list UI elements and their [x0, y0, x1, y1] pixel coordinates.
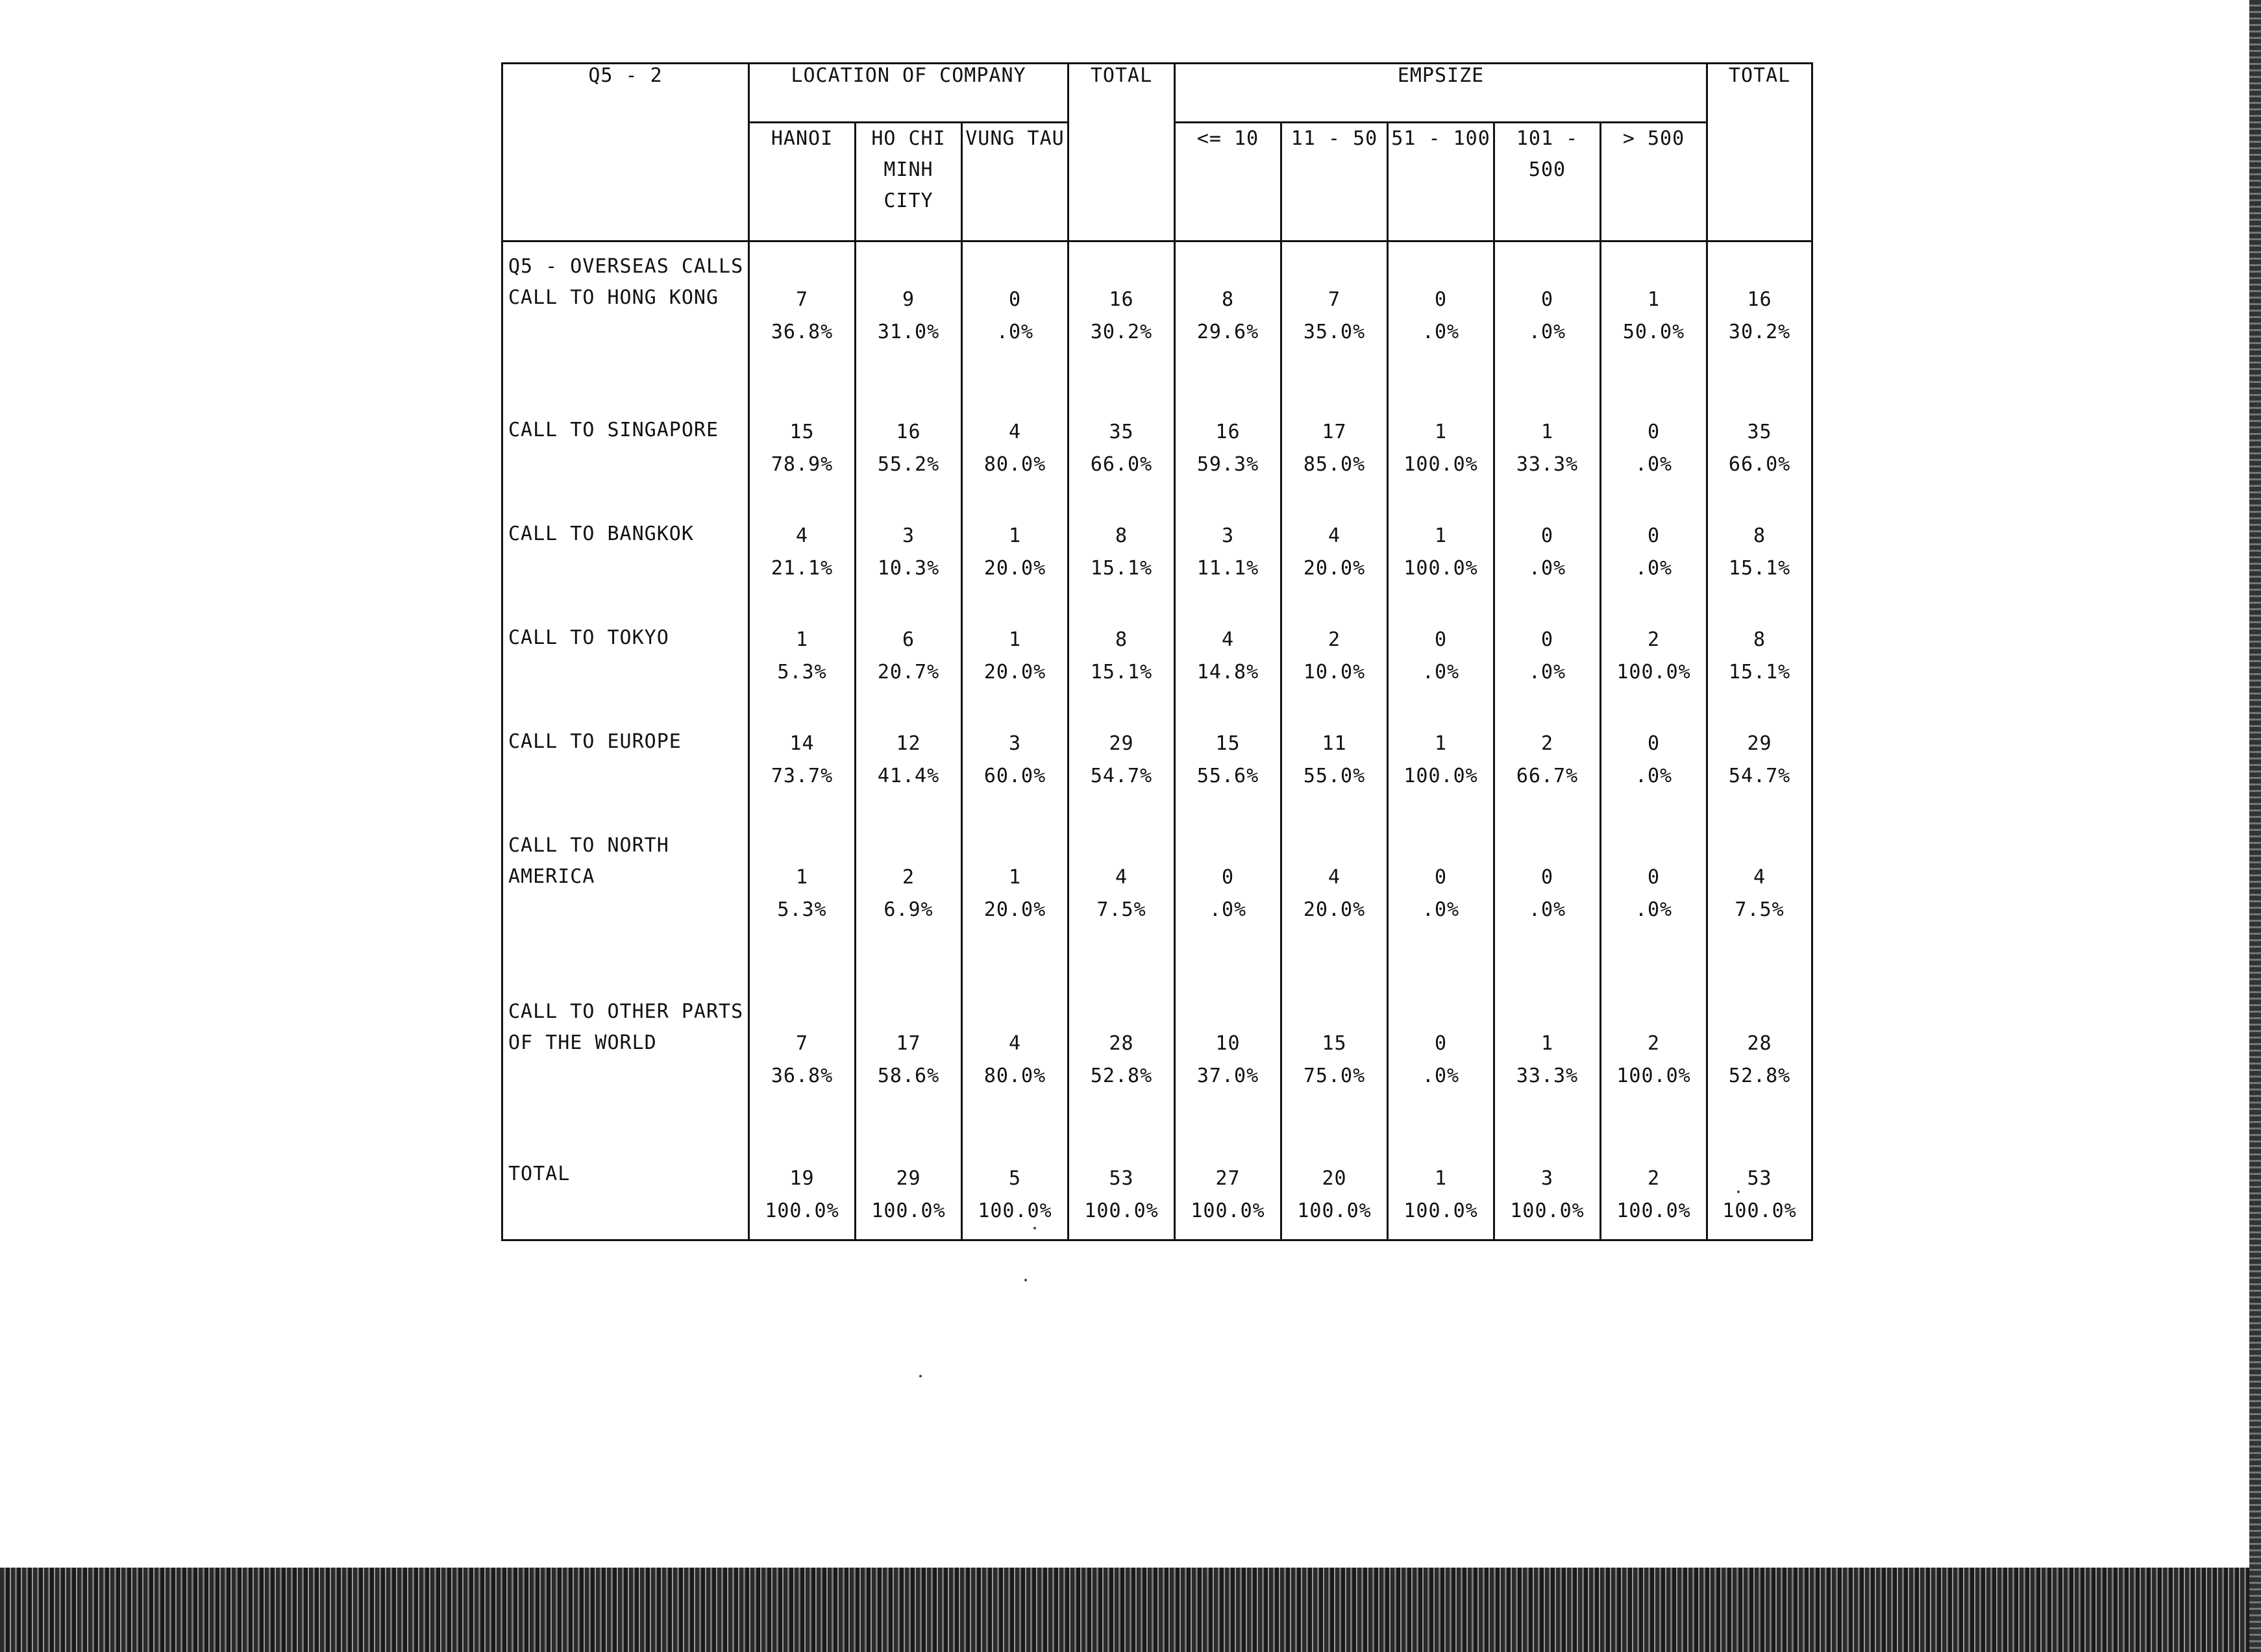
total-cell-empsize-11-50 [1281, 1155, 1388, 1240]
cell-empsize-gt-500 [1601, 822, 1707, 989]
cell-count: 27 [1215, 1167, 1241, 1190]
cell-empsize-total [1707, 511, 1812, 615]
cell-ho-chi-minh-city [856, 511, 962, 615]
cell-empsize-total [1707, 822, 1812, 989]
cell-count: 2 [1540, 732, 1554, 755]
cell-percent: 15.1% [1728, 661, 1791, 684]
cell-count: 28 [1109, 1032, 1134, 1055]
cell-empsize-total [1707, 989, 1812, 1155]
cell-count: 17 [896, 1032, 921, 1055]
cell-count: 1 [795, 866, 809, 889]
cell-percent: .0% [1635, 453, 1673, 476]
cell-empsize-51-100 [1388, 511, 1494, 615]
table-row [502, 989, 1812, 1155]
total-row [502, 1155, 1812, 1240]
cell-count: 1 [1008, 524, 1022, 547]
cell-percent: .0% [1635, 765, 1673, 787]
cell-count: 0 [1648, 421, 1661, 443]
cell-count: 0 [1540, 628, 1554, 651]
cell-percent: 37.0% [1196, 1065, 1259, 1087]
cell-percent: 73.7% [771, 765, 834, 787]
row-label [502, 511, 749, 615]
cell-count: 1 [1648, 288, 1661, 311]
cell-percent: 55.6% [1196, 765, 1259, 787]
col-header-empsize-gt-500: > 500 [1601, 123, 1707, 241]
row-label-line: CALL TO HONG KONG [508, 286, 719, 309]
cell-location-total [1069, 241, 1175, 408]
cell-count: 15 [1215, 732, 1241, 755]
cell-percent: 100.0% [765, 1200, 839, 1222]
cell-count: 0 [1540, 524, 1554, 547]
cell-percent: 20.0% [1303, 898, 1366, 921]
cell-hanoi [749, 241, 856, 408]
cell-vung-tau [962, 615, 1069, 719]
cell-empsize-le-10 [1175, 241, 1281, 408]
cell-location-total [1069, 511, 1175, 615]
cell-empsize-total [1707, 241, 1812, 408]
table-row [502, 511, 1812, 615]
cell-percent: .0% [1635, 557, 1673, 580]
cell-count: 6 [902, 628, 915, 651]
cell-percent: 5.3% [777, 661, 827, 684]
cell-count: 16 [1109, 288, 1134, 311]
cell-hanoi [749, 822, 856, 989]
cell-percent: 52.8% [1090, 1065, 1153, 1087]
cell-count: 3 [1540, 1167, 1554, 1190]
cell-percent: 11.1% [1196, 557, 1259, 580]
cell-count: 14 [789, 732, 815, 755]
cell-empsize-101-500 [1494, 822, 1601, 989]
cell-empsize-total [1707, 719, 1812, 822]
cell-count: 2 [1648, 1167, 1661, 1190]
cell-hanoi [749, 615, 856, 719]
scan-speck [1737, 1190, 1740, 1193]
cell-percent: 100.0% [871, 1200, 946, 1222]
cell-percent: 100.0% [978, 1200, 1052, 1222]
cell-percent: 100.0% [1722, 1200, 1797, 1222]
cell-empsize-101-500 [1494, 241, 1601, 408]
cell-percent: .0% [996, 321, 1034, 343]
cell-count: 28 [1747, 1032, 1772, 1055]
cell-percent: 55.2% [877, 453, 940, 476]
cell-count: 0 [1540, 288, 1554, 311]
cell-percent: 41.4% [877, 765, 940, 787]
cell-percent: 5.3% [777, 898, 827, 921]
scan-speck [1024, 1279, 1027, 1281]
scanner-edge-noise [0, 1568, 2261, 1652]
cell-empsize-gt-500 [1601, 615, 1707, 719]
cell-ho-chi-minh-city [856, 989, 962, 1155]
cell-empsize-51-100 [1388, 407, 1494, 511]
cell-count: 9 [902, 288, 915, 311]
cell-percent: 20.0% [1303, 557, 1366, 580]
row-label-line: OF THE WORLD [508, 1031, 657, 1054]
total-cell-ho-chi-minh-city [856, 1155, 962, 1240]
cell-count: 0 [1648, 524, 1661, 547]
cell-count: 0 [1434, 1032, 1448, 1055]
cell-count: 1 [1008, 628, 1022, 651]
cell-empsize-total [1707, 407, 1812, 511]
cell-location-total [1069, 615, 1175, 719]
col-header-empsize-le-10: <= 10 [1175, 123, 1281, 241]
cell-percent: 36.8% [771, 321, 834, 343]
cell-percent: 20.0% [983, 898, 1046, 921]
cell-percent: 7.5% [1096, 898, 1146, 921]
section-label: Q5 - OVERSEAS CALLS [508, 255, 744, 278]
scan-speck [919, 1375, 922, 1377]
empsize-total-header: TOTAL [1707, 64, 1812, 241]
group-empsize: EMPSIZE [1175, 64, 1707, 123]
col-header-empsize-51-100: 51 - 100 [1388, 123, 1494, 241]
cell-count: 53 [1109, 1167, 1134, 1190]
cell-empsize-le-10 [1175, 511, 1281, 615]
total-cell-empsize-total [1707, 1155, 1812, 1240]
cell-vung-tau [962, 989, 1069, 1155]
row-label-line: CALL TO EUROPE [508, 730, 682, 753]
col-header-empsize-101-500: 101 - 500 [1494, 123, 1601, 241]
cell-vung-tau [962, 822, 1069, 989]
cell-empsize-11-50 [1281, 615, 1388, 719]
table-row [502, 615, 1812, 719]
cell-empsize-11-50 [1281, 822, 1388, 989]
cell-count: 0 [1434, 866, 1448, 889]
cell-percent: 54.7% [1090, 765, 1153, 787]
cell-count: 53 [1747, 1167, 1772, 1190]
cell-empsize-le-10 [1175, 615, 1281, 719]
cell-percent: 29.6% [1196, 321, 1259, 343]
cell-ho-chi-minh-city [856, 241, 962, 408]
cell-percent: 52.8% [1728, 1065, 1791, 1087]
cell-hanoi [749, 989, 856, 1155]
cell-count: 5 [1008, 1167, 1022, 1190]
cell-count: 8 [1753, 628, 1766, 651]
cell-count: 0 [1648, 866, 1661, 889]
cell-count: 16 [1747, 288, 1772, 311]
cell-count: 7 [795, 288, 809, 311]
cell-count: 16 [896, 421, 921, 443]
table-row [502, 719, 1812, 822]
cell-count: 4 [795, 524, 809, 547]
cell-percent: 20.7% [877, 661, 940, 684]
cell-ho-chi-minh-city [856, 407, 962, 511]
cell-count: 3 [902, 524, 915, 547]
row-label-line: CALL TO TOKYO [508, 626, 669, 649]
cell-percent: .0% [1528, 557, 1566, 580]
cell-count: 0 [1434, 288, 1448, 311]
cell-percent: 35.0% [1303, 321, 1366, 343]
cell-percent: 55.0% [1303, 765, 1366, 787]
cell-percent: 66.7% [1516, 765, 1579, 787]
cell-count: 2 [1328, 628, 1341, 651]
cell-hanoi [749, 511, 856, 615]
cell-empsize-101-500 [1494, 989, 1601, 1155]
cell-count: 2 [1648, 1032, 1661, 1055]
cell-count: 12 [896, 732, 921, 755]
row-label-line: CALL TO BANGKOK [508, 523, 694, 545]
row-label [502, 615, 749, 719]
cell-location-total [1069, 822, 1175, 989]
cell-count: 15 [1322, 1032, 1347, 1055]
cell-percent: 6.9% [883, 898, 933, 921]
cell-percent: 15.1% [1728, 557, 1791, 580]
cell-count: 19 [789, 1167, 815, 1190]
cell-count: 1 [1008, 866, 1022, 889]
cell-count: 1 [795, 628, 809, 651]
cell-count: 4 [1221, 628, 1235, 651]
cell-count: 20 [1322, 1167, 1347, 1190]
row-label [502, 407, 749, 511]
col-header-empsize-11-50: 11 - 50 [1281, 123, 1388, 241]
cell-percent: 33.3% [1516, 453, 1579, 476]
cell-empsize-101-500 [1494, 719, 1601, 822]
scan-speck [1033, 1227, 1036, 1229]
cell-count: 3 [1221, 524, 1235, 547]
cell-percent: 100.0% [1616, 1065, 1691, 1087]
cell-percent: 100.0% [1616, 1200, 1691, 1222]
total-cell-empsize-101-500 [1494, 1155, 1601, 1240]
total-row-label: TOTAL [502, 1155, 749, 1240]
cell-count: 8 [1221, 288, 1235, 311]
cell-percent: 20.0% [983, 661, 1046, 684]
total-cell-hanoi [749, 1155, 856, 1240]
cell-empsize-101-500 [1494, 511, 1601, 615]
cell-empsize-11-50 [1281, 719, 1388, 822]
cell-percent: 21.1% [771, 557, 834, 580]
cell-count: 8 [1115, 524, 1128, 547]
cell-percent: 20.0% [983, 557, 1046, 580]
cell-ho-chi-minh-city [856, 822, 962, 989]
cell-empsize-51-100 [1388, 241, 1494, 408]
row-label-line: CALL TO SINGAPORE [508, 419, 719, 441]
cell-count: 29 [1747, 732, 1772, 755]
cell-percent: 100.0% [1403, 1200, 1478, 1222]
cell-count: 1 [1434, 1167, 1448, 1190]
cell-percent: 10.0% [1303, 661, 1366, 684]
cell-count: 4 [1008, 1032, 1022, 1055]
cell-percent: 33.3% [1516, 1065, 1579, 1087]
row-label-line: CALL TO NORTH [508, 834, 669, 857]
location-total-header: TOTAL [1069, 64, 1175, 241]
cell-empsize-51-100 [1388, 822, 1494, 989]
cell-empsize-gt-500 [1601, 511, 1707, 615]
cell-percent: .0% [1635, 898, 1673, 921]
total-cell-location-total [1069, 1155, 1175, 1240]
cell-empsize-gt-500 [1601, 407, 1707, 511]
row-label [502, 241, 749, 408]
cell-count: 3 [1008, 732, 1022, 755]
total-cell-empsize-le-10 [1175, 1155, 1281, 1240]
cell-percent: 30.2% [1728, 321, 1791, 343]
cell-count: 29 [896, 1167, 921, 1190]
cell-percent: 75.0% [1303, 1065, 1366, 1087]
cell-percent: 66.0% [1090, 453, 1153, 476]
cell-empsize-51-100 [1388, 719, 1494, 822]
row-label [502, 822, 749, 989]
cell-percent: 15.1% [1090, 661, 1153, 684]
cell-empsize-total [1707, 615, 1812, 719]
total-cell-vung-tau [962, 1155, 1069, 1240]
cell-percent: .0% [1528, 898, 1566, 921]
scanner-side-noise [2249, 0, 2261, 1652]
cell-percent: .0% [1422, 1065, 1460, 1087]
row-label-line: AMERICA [508, 865, 595, 888]
cell-location-total [1069, 719, 1175, 822]
cell-percent: 54.7% [1728, 765, 1791, 787]
cell-percent: 100.0% [1084, 1200, 1159, 1222]
cell-percent: 59.3% [1196, 453, 1259, 476]
cell-count: 7 [1328, 288, 1341, 311]
cell-percent: 10.3% [877, 557, 940, 580]
cell-percent: 50.0% [1622, 321, 1685, 343]
cell-percent: 78.9% [771, 453, 834, 476]
cell-percent: 7.5% [1735, 898, 1785, 921]
cell-empsize-le-10 [1175, 719, 1281, 822]
cell-percent: 100.0% [1297, 1200, 1372, 1222]
cell-count: 10 [1215, 1032, 1241, 1055]
cell-location-total [1069, 407, 1175, 511]
cell-empsize-le-10 [1175, 989, 1281, 1155]
cell-empsize-11-50 [1281, 989, 1388, 1155]
cell-count: 0 [1540, 866, 1554, 889]
cell-vung-tau [962, 511, 1069, 615]
cell-count: 11 [1322, 732, 1347, 755]
cell-hanoi [749, 407, 856, 511]
header-group-row [502, 64, 1812, 123]
cell-count: 0 [1221, 866, 1235, 889]
cell-hanoi [749, 719, 856, 822]
col-header-hanoi: HANOI [749, 123, 856, 241]
col-header-vung-tau: VUNG TAU [962, 123, 1069, 241]
cell-empsize-51-100 [1388, 615, 1494, 719]
row-label [502, 719, 749, 822]
cell-percent: 58.6% [877, 1065, 940, 1087]
cell-count: 1 [1540, 421, 1554, 443]
cell-percent: 66.0% [1728, 453, 1791, 476]
total-cell-empsize-51-100 [1388, 1155, 1494, 1240]
cell-count: 2 [902, 866, 915, 889]
cell-count: 1 [1434, 732, 1448, 755]
cell-count: 35 [1747, 421, 1772, 443]
cell-vung-tau [962, 407, 1069, 511]
cell-count: 2 [1648, 628, 1661, 651]
cell-percent: .0% [1209, 898, 1247, 921]
cell-empsize-11-50 [1281, 241, 1388, 408]
cell-count: 8 [1115, 628, 1128, 651]
cell-count: 8 [1753, 524, 1766, 547]
cell-percent: 80.0% [983, 453, 1046, 476]
cell-ho-chi-minh-city [856, 719, 962, 822]
cell-percent: .0% [1528, 321, 1566, 343]
row-label-line: CALL TO OTHER PARTS [508, 1000, 744, 1023]
cell-percent: 100.0% [1403, 557, 1478, 580]
cell-empsize-11-50 [1281, 407, 1388, 511]
cell-count: 35 [1109, 421, 1134, 443]
cell-percent: 85.0% [1303, 453, 1366, 476]
cell-empsize-gt-500 [1601, 719, 1707, 822]
question-id: Q5 - 2 [502, 64, 749, 241]
cell-percent: 100.0% [1510, 1200, 1585, 1222]
cell-count: 0 [1648, 732, 1661, 755]
cell-count: 7 [795, 1032, 809, 1055]
cell-count: 29 [1109, 732, 1134, 755]
table-body [502, 241, 1812, 1240]
cell-empsize-101-500 [1494, 615, 1601, 719]
cell-count: 4 [1008, 421, 1022, 443]
cell-count: 1 [1434, 524, 1448, 547]
cell-count: 0 [1434, 628, 1448, 651]
cell-percent: .0% [1422, 898, 1460, 921]
cell-empsize-gt-500 [1601, 989, 1707, 1155]
cell-count: 1 [1434, 421, 1448, 443]
cell-empsize-le-10 [1175, 407, 1281, 511]
cell-count: 4 [1328, 524, 1341, 547]
cell-count: 15 [789, 421, 815, 443]
cell-ho-chi-minh-city [856, 615, 962, 719]
cell-count: 0 [1008, 288, 1022, 311]
table-row [502, 822, 1812, 989]
cell-vung-tau [962, 719, 1069, 822]
cell-percent: 100.0% [1403, 453, 1478, 476]
table-row [502, 241, 1812, 408]
cell-percent: 36.8% [771, 1065, 834, 1087]
crosstab-table [501, 62, 1813, 1241]
group-location-of-company: LOCATION OF COMPANY [749, 64, 1069, 123]
cell-count: 4 [1753, 866, 1766, 889]
cell-percent: .0% [1422, 661, 1460, 684]
cell-percent: 14.8% [1196, 661, 1259, 684]
cell-empsize-101-500 [1494, 407, 1601, 511]
row-label [502, 989, 749, 1155]
cell-count: 4 [1328, 866, 1341, 889]
col-header-ho-chi-minh-city: HO CHI MINH CITY [856, 123, 962, 241]
cell-percent: .0% [1422, 321, 1460, 343]
cell-empsize-le-10 [1175, 822, 1281, 989]
cell-empsize-51-100 [1388, 989, 1494, 1155]
cell-empsize-11-50 [1281, 511, 1388, 615]
cell-percent: 100.0% [1403, 765, 1478, 787]
cell-vung-tau [962, 241, 1069, 408]
cell-count: 4 [1115, 866, 1128, 889]
cell-count: 17 [1322, 421, 1347, 443]
cell-percent: 30.2% [1090, 321, 1153, 343]
cell-location-total [1069, 989, 1175, 1155]
cell-empsize-gt-500 [1601, 241, 1707, 408]
cell-percent: 60.0% [983, 765, 1046, 787]
cell-percent: 80.0% [983, 1065, 1046, 1087]
cell-percent: 100.0% [1616, 661, 1691, 684]
cell-percent: .0% [1528, 661, 1566, 684]
cell-count: 16 [1215, 421, 1241, 443]
cell-percent: 100.0% [1191, 1200, 1265, 1222]
table-row [502, 407, 1812, 511]
cell-percent: 15.1% [1090, 557, 1153, 580]
total-cell-empsize-gt-500 [1601, 1155, 1707, 1240]
cell-percent: 31.0% [877, 321, 940, 343]
cell-count: 1 [1540, 1032, 1554, 1055]
